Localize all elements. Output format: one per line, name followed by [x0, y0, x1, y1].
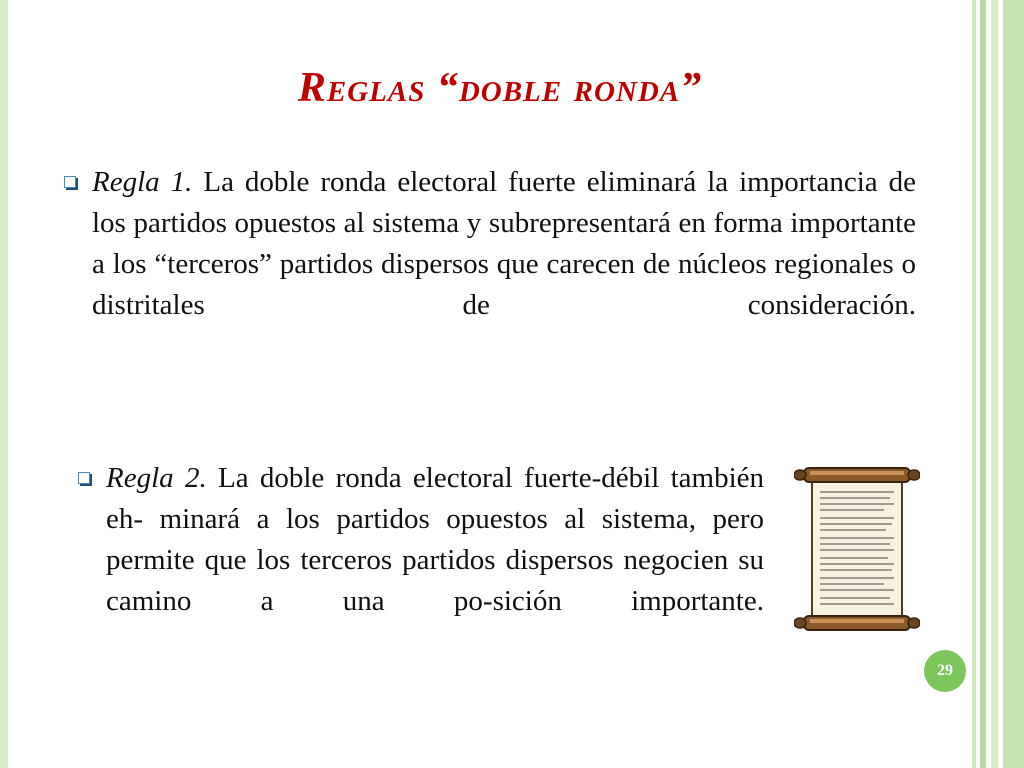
square-bullet-icon [78, 472, 90, 484]
rule-1-label: Regla 1. [92, 166, 193, 198]
page-number-badge: 29 [924, 650, 966, 692]
rule-2-paragraph [106, 458, 764, 622]
rule-2-label: Regla 2. [106, 462, 207, 494]
left-border [0, 0, 8, 768]
scroll-icon [794, 462, 920, 636]
rule-1-paragraph [92, 162, 916, 326]
rule-2-text: La doble ronda electoral fuerte-débil también eh- minará a los partidos opuestos al sistema, pero permite que los terceros partidos dispersos negocien su camino a una po-sición importante. [106, 462, 765, 617]
rule-1-text: La doble ronda electoral fuerte eliminará la importancia de los partidos opuestos al sistema y subrepresentará en forma importante a los “terceros” partidos dispersos que carecen de núcleos regionales o distritales de consideración. [92, 166, 916, 321]
right-border-stripes [976, 0, 1024, 768]
slide-title: Reglas “doble ronda” [297, 65, 703, 111]
square-bullet-icon [64, 176, 76, 188]
